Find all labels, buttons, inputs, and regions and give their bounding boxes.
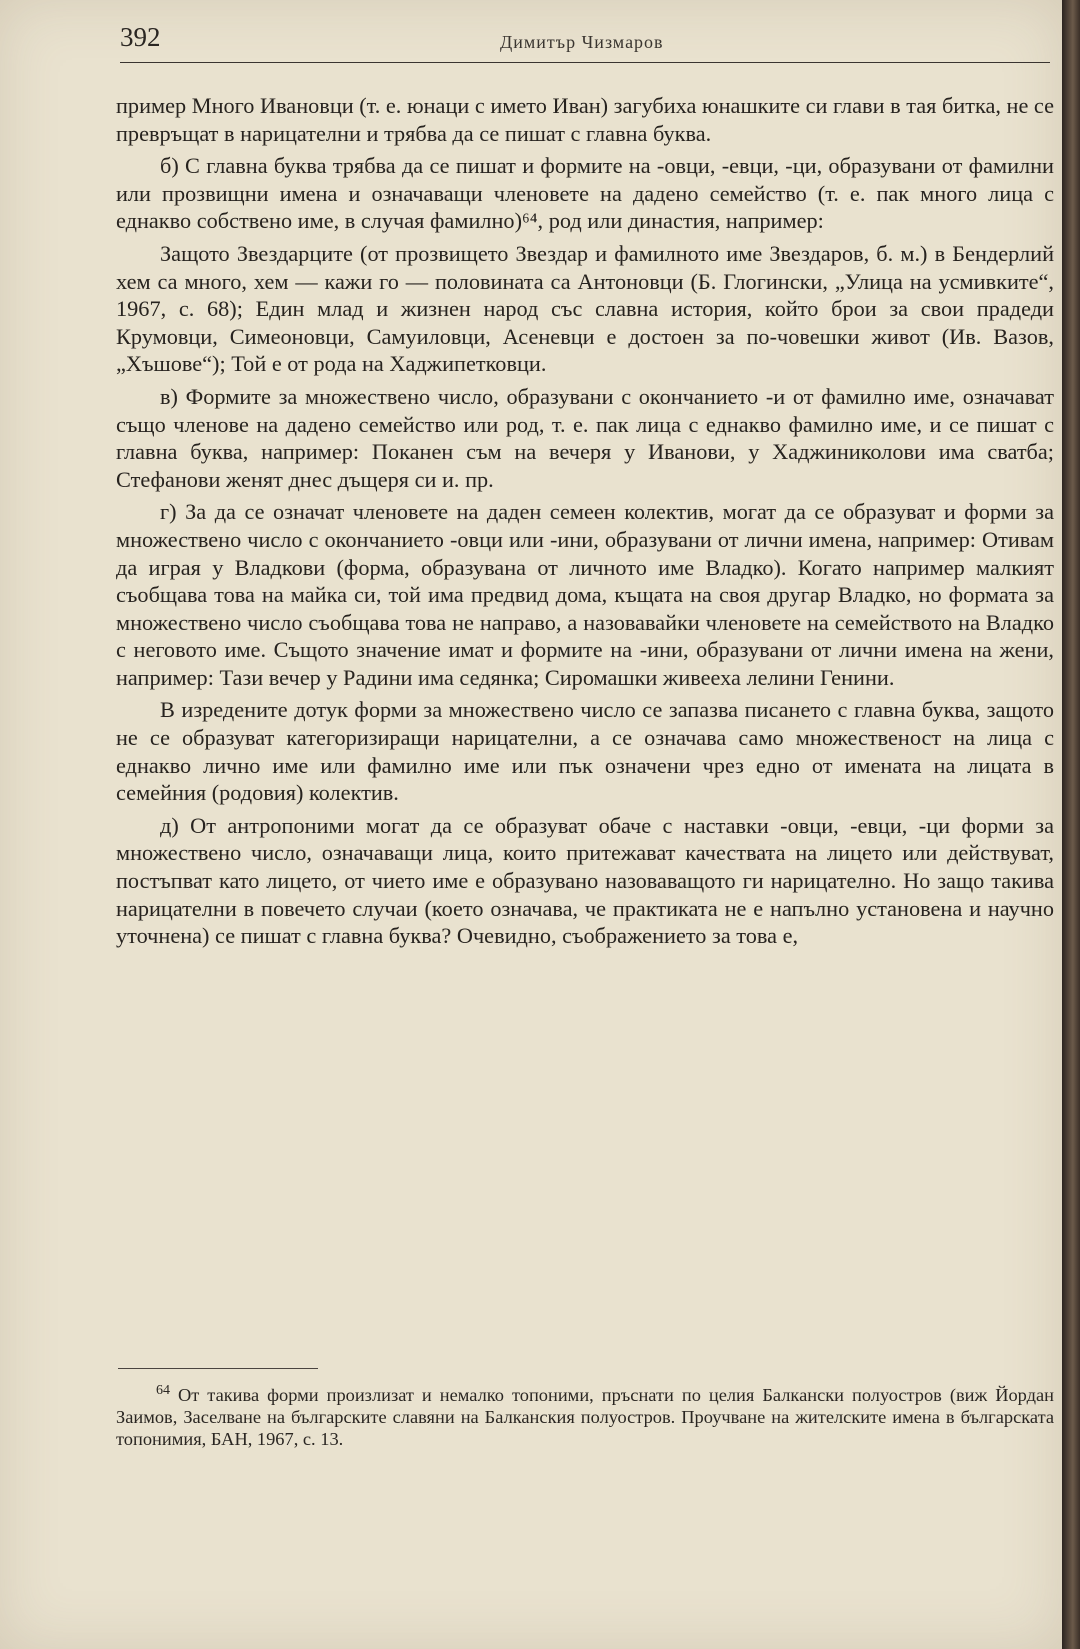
running-header-author: Димитър Чизмаров: [500, 32, 664, 52]
main-text: [116, 92, 1054, 950]
page-number: 392: [120, 22, 161, 52]
footnote-number: 64: [156, 1383, 170, 1398]
footnote-text: От такива форми произлизат и немалко топоними, пръснати по целия Балкански полуостров (виж Йордан Заимов, Заселване на българските славяни на Балканския полуостров. Проучване на жителските имена в българската топонимия, БАН, 1967, с. 13.: [116, 1385, 1054, 1450]
paragraph-6: В изредените дотук форми за множествено число се запазва писането с главна буква, защото не се образуват категоризиращи нарицателни, а се означава само множественост на лица с еднакво лично име или фамилно име или пък означени чрез едно от имената на лицата в семейния (родовия) колектив.: [116, 697, 1054, 806]
paragraph-4: в) Формите за множествено число, образувани с окончанието -и от фамилно име, означават също членове на дадено семейство или род, т. е. пак лица с еднакво фамилно име, и се пишат с главна буква, например: Поканен съм на вечеря у Иванови, у Хаджиниколови има сватба; Стефанови женят днес дъщеря си и. пр.: [116, 383, 1054, 492]
paragraph-7: д) От антропоними могат да се образуват обаче с наставки -овци, -евци, -ци форми за множествено число, означаващи лица, които притежават качествата на лицето или действуват, постъпват като лицето, от чието име е образувано назоваващото ги нарицателно. Но защо такива нарицателни в повечето случаи (което означава, че практиката не е напълно установена и научно уточнена) се пишат с главна буква? Очевидно, съображението за това е,: [116, 812, 1054, 949]
paragraph-3-examples: Защото Звездарците (от прозвището Звездар и фамилното име Звездаров, б. м.) в Бендерлий хем са много, хем — кажи го — половината са Антоновци (Б. Глогински, „Улица на усмивките“, 1967, с. 68); Един млад и жизнен народ със славна история, който брои за свои прадеди Крумовци, Симеоновци, Самуиловци, Асеневци е достоен за по-човешки живот (Ив. Вазов, „Хъшове“); Той е от рода на Хаджипетковци.: [116, 240, 1054, 377]
running-header: [120, 22, 1050, 63]
footnote-separator: [118, 1368, 318, 1369]
paragraph-1: пример Много Ивановци (т. е. юнаци с името Иван) загубиха юнашките си глави в тая битка, не се превръщат в нарицателни и трябва да се пишат с главна буква.: [116, 93, 1054, 146]
book-spine-edge: [1062, 0, 1080, 1649]
paragraph-2: б) С главна буква трябва да се пишат и формите на -овци, -евци, -ци, образувани от фамилни или прозвищни имена и означаващи членовете на дадено семейство (т. е. пак много лица с еднакво собствено име, в случая фамилно)⁶⁴, род или династия, например:: [116, 153, 1054, 234]
paragraph-5: г) За да се означат членовете на даден семеен колектив, могат да се образуват и форми за множествено число с окончанието -овци или -ини, образувани от лични имена, например: Отивам да играя у Владкови (форма, образувана от личното име Владко). Когато например малкият съобщава това на майка си, той има предвид дома, къщата на своя другар Владко, но формата за множествено число съобщава това не направо, а назовавайки членовете на семейството на Владко с неговото име. Същото значение имат и формите на -ини, образувани от лични имена на жени, например: Тази вечер у Радини има седянка; Сиромашки живееха лелини Генини.: [116, 499, 1054, 690]
footnote: [116, 1380, 1054, 1450]
